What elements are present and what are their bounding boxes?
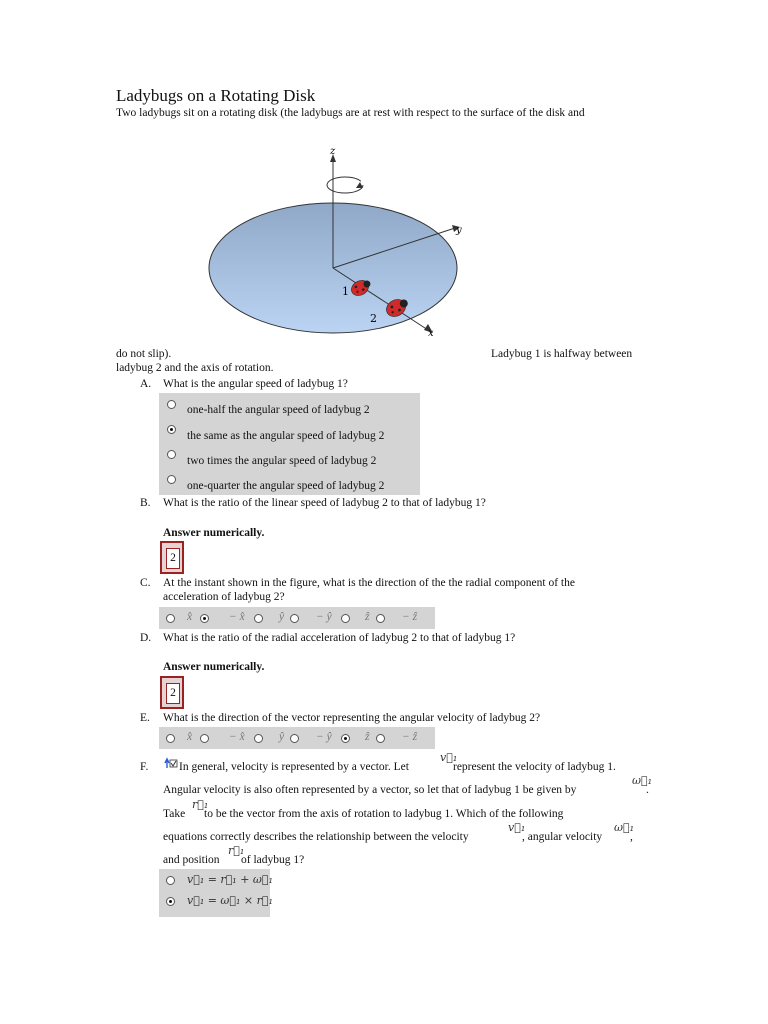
answer-field-d[interactable] [160,676,184,709]
option-label: x̂ [187,611,193,623]
question-e-text: What is the direction of the vector representing the angular velocity of ladybug 2? [163,712,541,724]
answer-instruction: Answer numerically. [163,527,265,539]
question-f-text: . [646,784,649,796]
option-label: − x̂ [229,611,245,623]
x-axis-label: x [428,328,434,339]
option-label: ŷ [279,611,285,623]
option-label: one-half the angular speed of ladybug 2 [187,404,370,416]
question-c-text-cont: acceleration of ladybug 2? [163,591,285,603]
radio-button[interactable] [290,734,299,743]
question-e-options [159,727,435,749]
option-label: the same as the angular speed of ladybug 2 [187,430,385,442]
option-label: − x̂ [229,731,245,743]
radio-button[interactable] [254,614,263,623]
option-label: v⃗₁ = ω⃗₁ × r⃗₁ [187,894,273,907]
radio-button[interactable] [167,450,176,459]
radio-button[interactable] [166,876,175,885]
option-label: one-quarter the angular speed of ladybug 2 [187,480,385,492]
y-axis-label: y [456,225,462,236]
omega1-symbol: ω⃗₁ [632,774,652,787]
option-label: ẑ [365,611,370,623]
radio-button-selected[interactable] [341,734,350,743]
question-f-text: , [630,831,633,843]
radio-button[interactable] [376,734,385,743]
radio-button[interactable] [376,614,385,623]
intro-text: Two ladybugs sit on a rotating disk (the ladybugs are at rest with respect to the surface of the disk and [116,107,585,119]
v1-symbol: v⃗₁ [508,821,526,834]
r1-symbol: r⃗₁ [228,844,245,857]
intro-text-cont: do not slip). [116,348,172,360]
question-b-letter: B. [140,497,151,509]
r1-symbol: r⃗₁ [192,798,209,811]
answer-instruction: Answer numerically. [163,661,265,673]
question-a-options [159,393,420,495]
radio-button[interactable] [167,475,176,484]
radio-button-selected[interactable] [200,614,209,623]
question-f-text: , angular velocity [522,831,603,843]
checkbox-hint-icon[interactable] [163,757,178,770]
question-f-letter: F. [140,761,149,773]
question-f-text: equations correctly describes the relationship between the velocity [163,831,469,843]
option-label: − ŷ [316,731,332,743]
option-label: x̂ [187,731,193,743]
question-c-letter: C. [140,577,151,589]
omega1-symbol: ω⃗₁ [614,821,634,834]
option-label: ŷ [279,731,285,743]
question-f-text: Take [163,808,186,820]
option-label: − ŷ [316,611,332,623]
z-axis-label: z [330,146,336,157]
question-f-text: and position [163,854,220,866]
question-e-letter: E. [140,712,150,724]
option-label: − ẑ [402,611,418,623]
question-d-text: What is the ratio of the radial acceleration of ladybug 2 to that of ladybug 1? [163,632,516,644]
answer-field-b[interactable] [160,541,184,574]
radio-button-selected[interactable] [166,897,175,906]
intro-text-right: Ladybug 1 is halfway between [491,348,633,360]
question-c-options [159,607,435,629]
radio-button[interactable] [200,734,209,743]
radio-button[interactable] [254,734,263,743]
question-c-text: At the instant shown in the figure, what is the direction of the the radial component of the [163,577,575,589]
intro-text-end: ladybug 2 and the axis of rotation. [116,362,274,374]
ladybug-1-label: 1 [342,285,349,298]
question-a-text: What is the angular speed of ladybug 1? [163,378,348,390]
option-label: − ẑ [402,731,418,743]
option-label: two times the angular speed of ladybug 2 [187,455,377,467]
page-title: Ladybugs on a Rotating Disk [116,86,316,105]
radio-button[interactable] [290,614,299,623]
radio-button[interactable] [167,400,176,409]
ladybug-2-label: 2 [370,312,377,325]
option-label: v⃗₁ = r⃗₁ + ω⃗₁ [187,873,273,886]
question-f-text: to be the vector from the axis of rotation to ladybug 1. Which of the following [204,808,564,820]
option-label: ẑ [365,731,370,743]
question-f-text: Angular velocity is also often represented by a vector, so let that of ladybug 1 be given by [163,784,577,796]
question-f-text: In general, velocity is represented by a vector. Let [179,761,409,773]
answer-value[interactable]: 2 [166,548,180,569]
radio-button[interactable] [341,614,350,623]
answer-value[interactable]: 2 [166,683,180,704]
question-f-options [159,869,273,917]
question-f-text: of ladybug 1? [241,854,305,866]
radio-button[interactable] [166,614,175,623]
question-b-text: What is the ratio of the linear speed of ladybug 2 to that of ladybug 1? [163,497,486,509]
radio-button[interactable] [166,734,175,743]
radio-button-selected[interactable] [167,425,176,434]
question-f-text: represent the velocity of ladybug 1. [453,761,616,773]
question-d-letter: D. [140,632,152,644]
question-a-letter: A. [140,378,152,390]
v1-symbol: v⃗₁ [440,751,458,764]
rotating-disk-figure [200,140,470,340]
rotation-arrow [327,177,363,193]
